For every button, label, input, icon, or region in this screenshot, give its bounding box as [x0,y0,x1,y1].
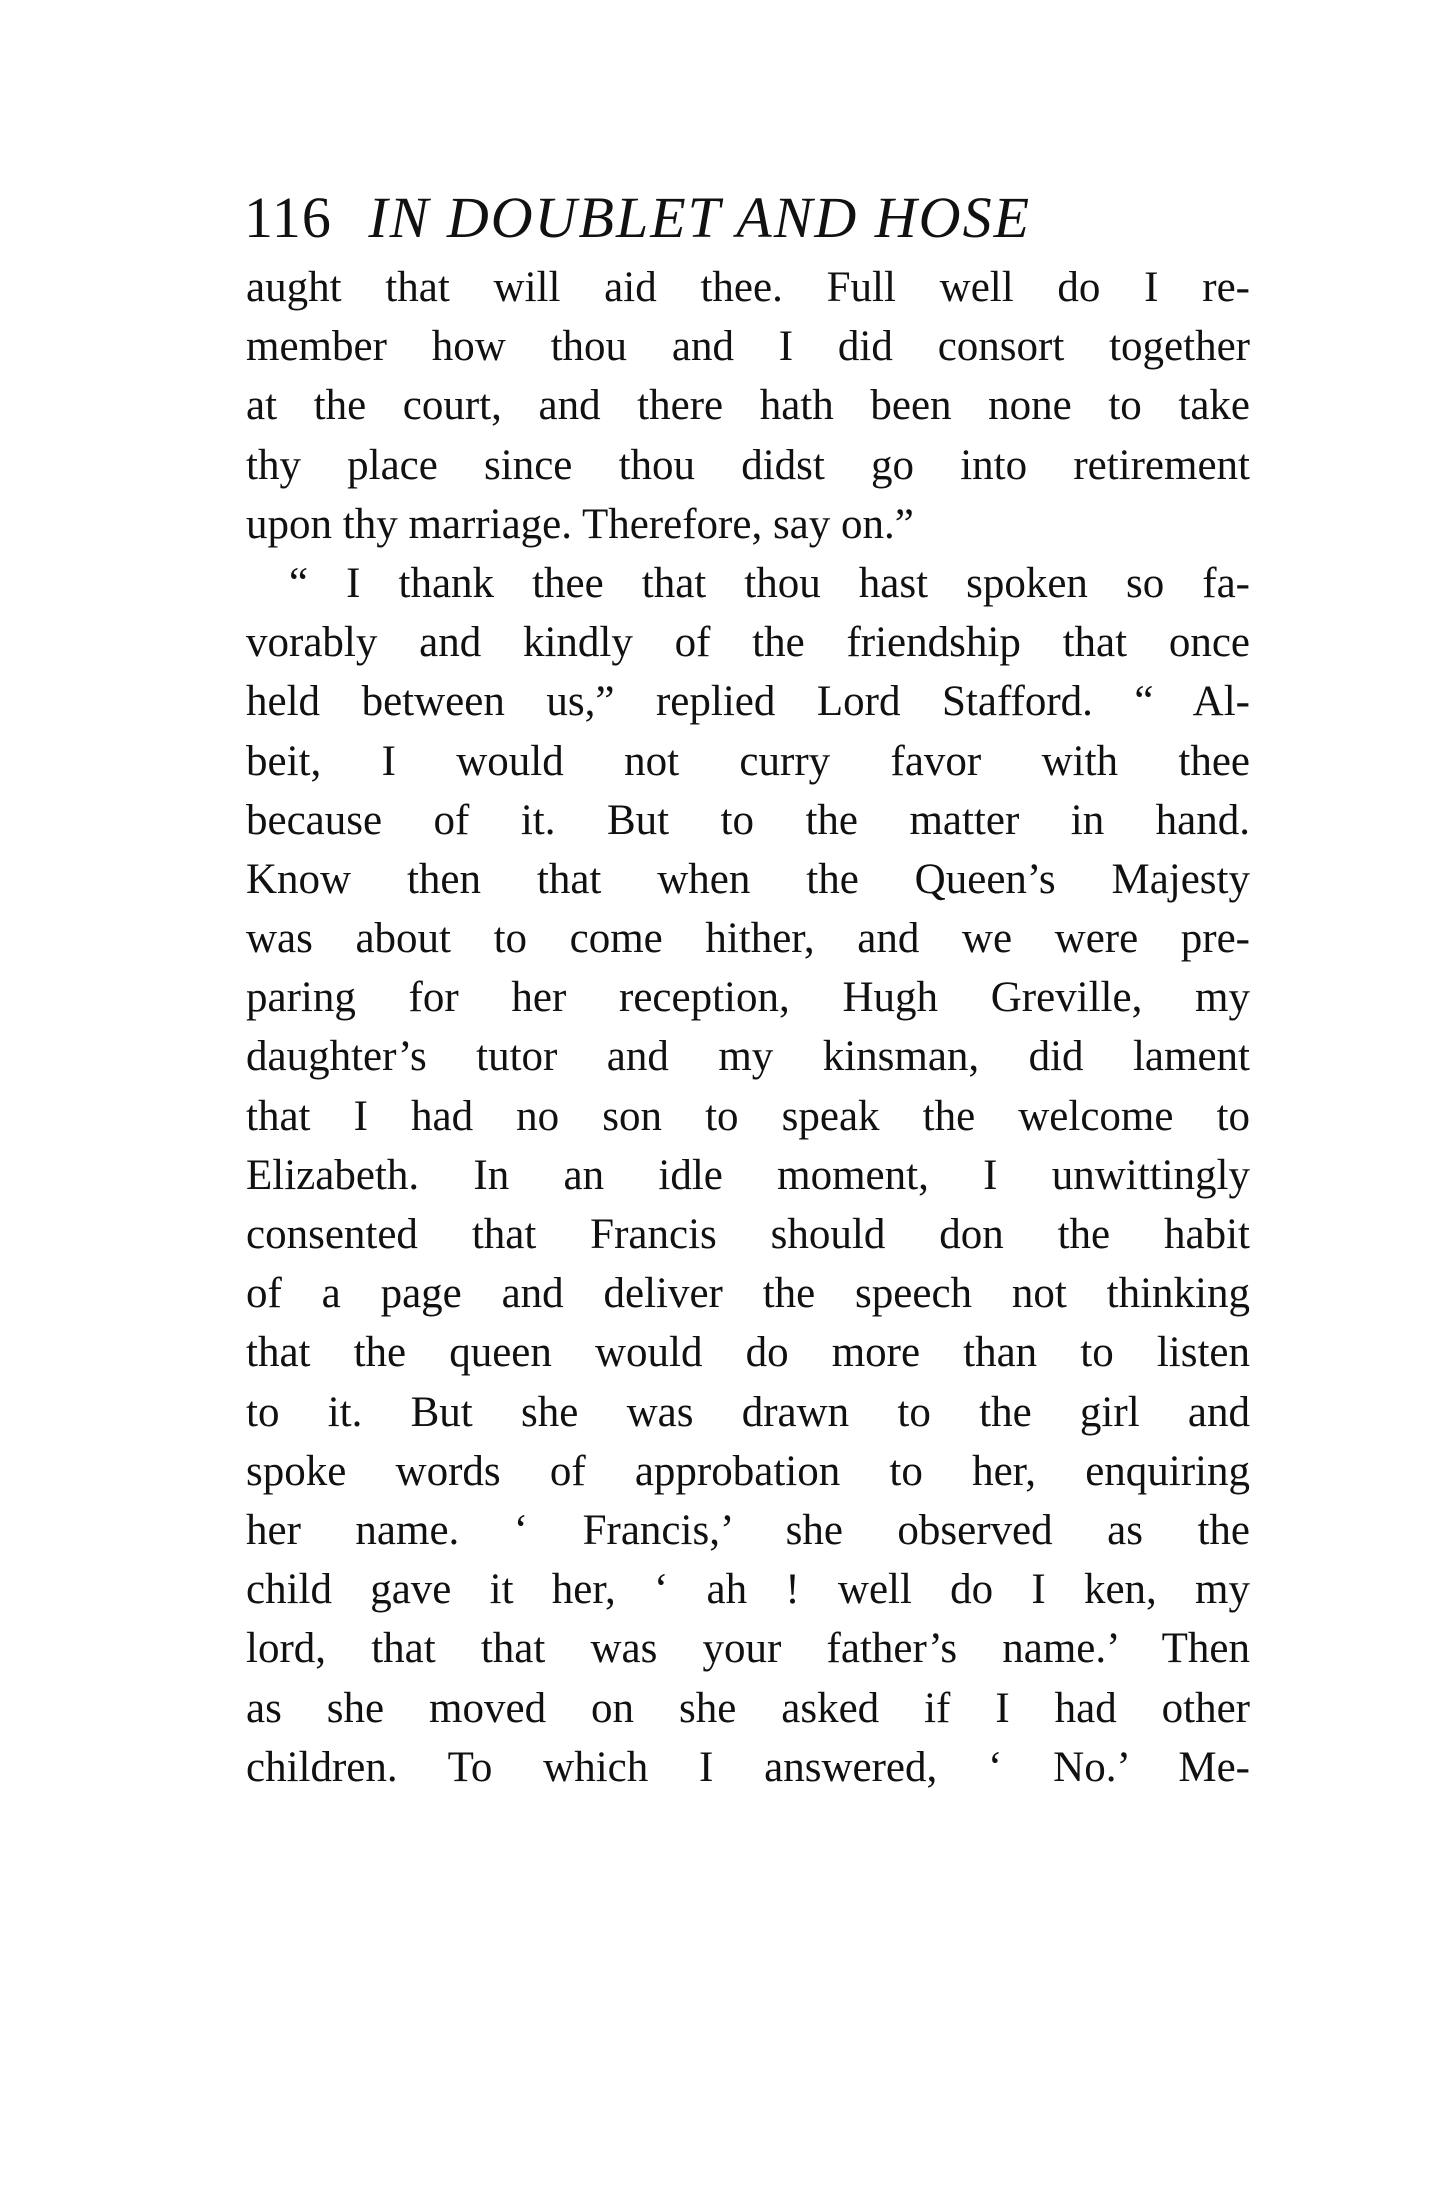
text-line: that the queen would do more than to listen [246,1329,1250,1377]
text-line: held between us,” replied Lord Stafford. “ Al- [246,678,1250,726]
text-line: lord, that that was your father’s name.’ Then [246,1625,1250,1673]
text-line: aught that will aid thee. Full well do I re- [246,264,1250,311]
text-line: vorably and kindly of the friendship that once [246,619,1250,667]
text-line: thy place since thou didst go into retirement [246,441,1250,489]
running-title: IN DOUBLET AND HOSE [368,185,1031,250]
text-line: Elizabeth. In an idle moment, I unwittingly [246,1151,1250,1199]
body-text [246,258,1250,1797]
text-line: her name. ‘ Francis,’ she observed as the [246,1506,1250,1554]
text-line: consented that Francis should don the habit [246,1211,1250,1258]
text-line: to it. But she was drawn to the girl and [246,1388,1250,1436]
text-line: as she moved on she asked if I had other [246,1684,1250,1732]
running-head [244,178,1254,258]
text-line: children. To which I answered, ‘ No.’ Me- [246,1743,1250,1791]
text-line: daughter’s tutor and my kinsman, did lament [246,1033,1250,1081]
text-line: child gave it her, ‘ ah ! well do I ken, my [246,1566,1250,1614]
text-line: upon thy marriage. Therefore, say on.” [246,500,914,548]
text-line: that I had no son to speak the welcome to [246,1092,1250,1140]
text-line: beit, I would not curry favor with thee [246,737,1250,785]
text-line: because of it. But to the matter in hand. [246,796,1250,844]
page-number: 116 [244,185,332,250]
text-line: of a page and deliver the speech not thinking [246,1270,1250,1318]
text-line: Know then that when the Queen’s Majesty [246,855,1250,903]
text-line: member how thou and I did consort together [246,323,1250,371]
text-line: “ I thank thee that thou hast spoken so fa- [289,559,1250,607]
text-line: at the court, and there hath been none to take [246,382,1250,430]
text-line: was about to come hither, and we were pre- [246,915,1250,963]
text-line: spoke words of approbation to her, enquiring [246,1447,1250,1495]
text-line: paring for her reception, Hugh Greville, my [246,974,1250,1022]
